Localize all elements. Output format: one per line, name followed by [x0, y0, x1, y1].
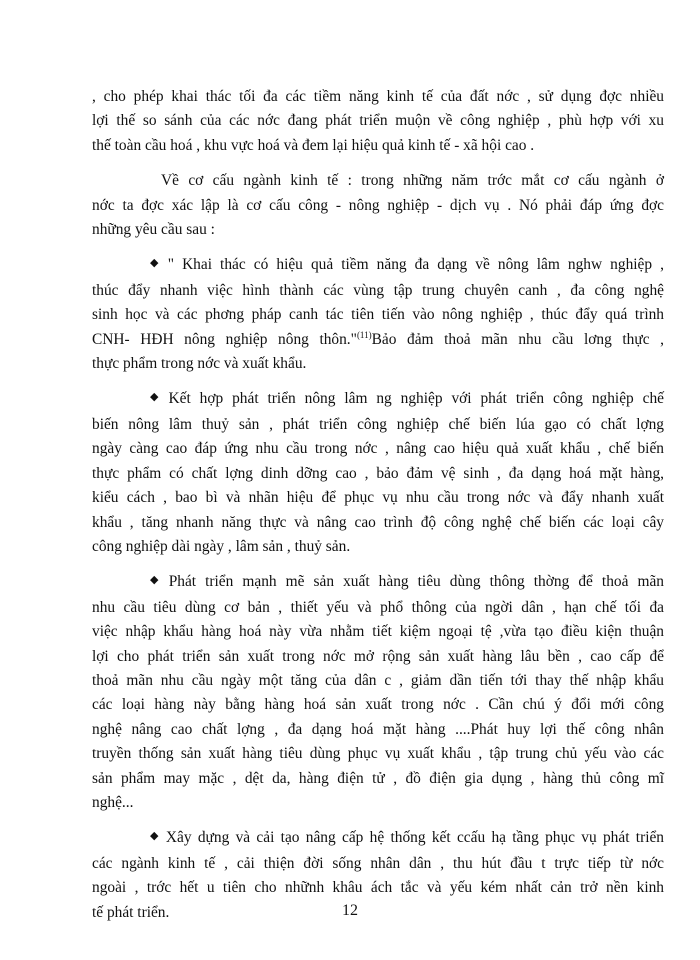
text-line: nớc ta đợc xác lập là cơ cấu công - nông nghiệp - dịch vụ . Nó phải đáp ứng đợc [92, 196, 664, 214]
text-line: thực phẩm trong nớc và xuất khẩu. [92, 355, 307, 373]
text-line: nghệ... [92, 793, 134, 811]
text-line: lợi cho phát triển sản xuất trong nớc mở rộng sản xuất hàng lâu bền , cao cấp để [92, 647, 664, 665]
text-line: CNH- HĐH nông nghiệp nông thôn."$^{(11)}$Bảo đảm thoả mãn nhu cầu lơng thực , [92, 329, 664, 348]
text-line: khẩu , tăng nhanh năng thực và nâng cao trình độ công nghệ chế biến các loại cây [92, 513, 664, 531]
text-line: nghệ nâng cao chất lợng , đa dạng hoá mặt hàng ....Phát huy lợi thế công nhân [92, 720, 664, 738]
body-text [92, 85, 664, 925]
footnote-reference: (11) [356, 329, 372, 340]
text-line: các loại hàng này bằng hàng hoá sản xuất trong nớc . Cần chú ý đổi mới công [92, 696, 664, 714]
diamond-bullet-icon: ◆ [150, 257, 163, 270]
page-number: 12 [342, 902, 358, 919]
text-line: tế phát triển. [92, 903, 170, 921]
text-line: công nghiệp dài ngày , lâm sản , thuỷ sản. [92, 537, 351, 555]
text-line: thế toàn cầu hoá , khu vực hoá và đem lại hiệu quả kinh tế - xã hội cao . [92, 136, 535, 154]
text-line: các ngành kinh tế , cải thiện đời sống nhân dân , thu hút đầu t trực tiếp từ nớc [92, 854, 664, 872]
text-line: biến nông lâm thuỷ sản , phát triển công nghiệp chế biến lúa gạo có chất lợng [92, 415, 664, 433]
text-line: nhu cầu tiêu dùng cơ bản , thiết yếu và phổ thông của ngời dân , hạn chế tối đa [92, 598, 664, 616]
text-line: lợi thế so sánh của các nớc đang phát triển muộn về công nghiệp , phù hợp với xu [92, 112, 664, 130]
bullet-item-processing-industry [92, 387, 664, 559]
text-line: việc nhập khẩu hàng hoá này vừa nhằm tiết kiệm ngoại tệ ,vừa tạo điều kiện thuận [92, 623, 664, 641]
text-line: Về cơ cấu ngành kinh tế : trong những năm trớc mắt cơ cấu ngành ở [161, 172, 664, 190]
text-line: ◆ " Khai thác có hiệu quả tiềm năng đa dạng về nông lâm nghw nghiệp , [150, 256, 664, 274]
text-line: sinh học và các phơng pháp canh tác tiên tiến vào nông nghiệp , thúc đẩy quá trình [92, 306, 664, 324]
text-line: kiểu cách , bao bì và nhãn hiệu để phục vụ nhu cầu trong nớc và đẩy nhanh xuất [92, 489, 664, 507]
bullet-item-consumer-goods [92, 570, 664, 815]
diamond-bullet-icon: ◆ [150, 574, 164, 587]
text-line: thúc đẩy nhanh việc hình thành các vùng tập trung chuyên canh , đa công nghệ [92, 281, 664, 299]
text-line: ngoài , trớc hết u tiên cho nhữnh khâu ách tắc và yếu kém nhất cản trở nền kinh [92, 879, 664, 897]
text-line: ◆ Xây dựng và cải tạo nâng cấp hệ thống kết ccấu hạ tầng phục vụ phát triển [150, 829, 664, 847]
paragraph-continuation [92, 85, 664, 158]
text-line: thoả mãn nhu cầu ngày một tăng của dân c , giảm dần tiến tới thay thế nhập khẩu [92, 671, 664, 689]
text-line: sản phẩm may mặc , dệt da, hàng điện tử , đồ điện gia dụng , hàng thủ công mĩ [92, 769, 664, 787]
text-line: ngày càng cao đáp ứng nhu cầu trong nớc , nâng cao hiệu quả xuất khẩu , chế biến [92, 440, 664, 458]
text-line: ◆ Phát triển mạnh mẽ sản xuất hàng tiêu dùng thông thờng để thoả mãn [150, 573, 664, 591]
text-line: ◆ Kết hợp phát triển nông lâm ng nghiệp với phát triển công nghiệp chế [150, 390, 664, 408]
diamond-bullet-icon: ◆ [150, 391, 164, 404]
diamond-bullet-icon: ◆ [150, 830, 161, 843]
text-line: thực phẩm có chất lợng dinh dỡng cao , bảo đảm vệ sinh , đa dạng hoá mặt hàng, [92, 464, 664, 482]
text-line: những yêu cầu sau : [92, 221, 215, 239]
paragraph-economic-structure [92, 169, 664, 242]
text-line: , cho phép khai thác tối đa các tiềm năng kinh tế của đất nớc , sử dụng đợc nhiều [92, 88, 664, 105]
bullet-item-agriculture [92, 253, 664, 376]
text-line: truyền thống sản xuất hàng tiêu dùng phục vụ xuất khẩu , tập trung chủ yếu vào các [92, 745, 664, 763]
